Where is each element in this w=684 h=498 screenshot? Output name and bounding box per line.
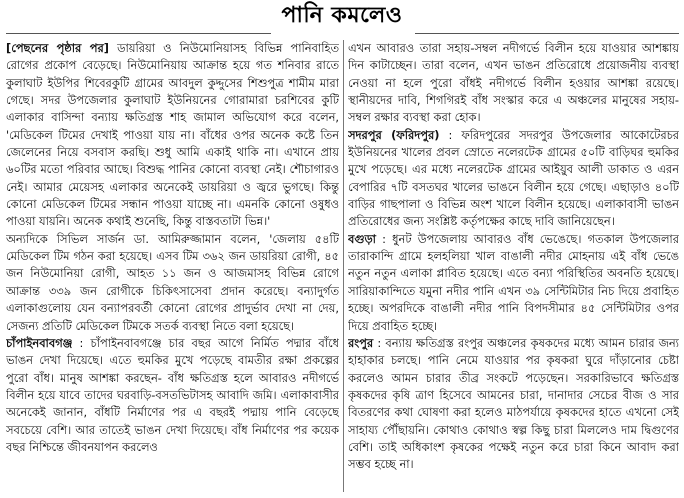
paragraph-text: : চাঁপাইনবাবগঞ্জে চার বছর আগে নির্মিত পদ্মার বাঁধে ভাঙন দেখা দিয়েছে। এতে হুমকির মুখে পড়েছে বামতীর রক্ষা প্রকল্পের পুরো বাঁধ। মানুষ আশঙ্কা করছেন- বাঁধ ক্ষতিগ্রস্ত হলে আবারও নদীগর্ভে বিলীন হয়ে যাবে তাদের ঘরবাড়ি-বসতভিটাসহ আবাদি জমি। এলাকাবাসীর অনেকেই জানান, বাঁধটি নির্মাণের পর এ বছরই পদ্মায় পানি বেড়েছে সবচেয়ে বেশি। আর তাতেই ভাঙন দেখা দিয়েছে। বাঁধ নির্মাণের পর কয়েক বছর নিশ্চিন্তে জীবনযাপন করলেও (6, 335, 339, 454)
continuation-marker: [পেছনের পৃষ্ঠার পর] (6, 41, 109, 55)
paragraph-text: অন্যদিকে সিভিল সার্জন ডা. আমিরুজ্জামান বলেন, 'জেলায় ৫৪টি মেডিকেল টিম গঠন করা হয়েছে। এসব টিম ৩৬২ জন ডায়রিয়া রোগী, ৪৫ জন নিউমোনিয়া রোগী, আহত ১১ জন ও আজমাসহ বিভিন্ন রোগে আক্রান্ত ৩৩৯ জন রোগীকে চিকিৎসাসেবা প্রদান করেছে। বন্যাদুর্গত এলাকাগুলোয় যেন বন্যাপরবর্তী কোনো রোগের প্রাদুর্ভাব দেখা না দেয়, সেজন্য প্রতিটি মেডিকেল টিমকে সতর্ক ব্যবস্থা নিতে বলা হয়েছে। (6, 231, 339, 333)
paragraph-continuation (6, 40, 339, 231)
paragraph-text: : ধুনট উপজেলায় আবারও বাঁধ ভেঙেছে। গতকাল উপজেলার তারাকান্দি গ্রামে হলহলিয়া খাল বাঙালী নদীর মোহনায় এই বাঁধ ভেঙে নতুন নতুন এলাকা প্লাবিত হয়েছে। এতে বন্যা পরিস্থিতির অবনতি হয়েছে। সারিয়াকান্দিতে যমুনা নদীর পানি এখন ৩৯ সেন্টিমিটার নিচ দিয়ে প্রবাহিত হচ্ছে। অপরদিকে বাঙালী নদীর পানি বিপদসীমার ৪৫ সেন্টিমিটার ওপর দিয়ে প্রবাহিত হচ্ছে। (348, 231, 679, 333)
dateline: বগুড়া (348, 231, 376, 246)
paragraph-continued (348, 40, 679, 127)
paragraph-civil-surgeon (6, 231, 339, 335)
paragraph-rangpur (348, 335, 679, 474)
right-column (348, 40, 679, 492)
paragraph-text: : ফরিদপুরের সদরপুর উপজেলার আকোটেরচর ইউনিয়নের খালের প্রবল স্রোতে নলেরটেক গ্রামের ৫০টি বাড়িঘর হুমকির মুখে পড়েছে। এর মধ্যে নলেরটেক গ্রামের আইয়ুব আলী ডাকাত ও এরন বেপারির ৭টি বসতঘর খালের ভাঙনে বিলীন হয়ে গেছে। এছাড়াও ৪০টি বাড়ির গাছপালা ও বিভিন্ন অংশ খালে বিলীন হয়েছে। এলাকাবাসী ভাঙন প্রতিরোধের জন্য সংশ্লিষ্ট কর্তৃপক্ষের কাছে দাবি জানিয়েছেন। (348, 127, 679, 229)
left-column (6, 40, 339, 492)
paragraph-text: ডায়রিয়া ও নিউমোনিয়াসহ বিভিন্ন পানিবাহিত রোগের প্রকোপ বেড়েছে। নিউমোনিয়ায় আক্রান্ত হয়ে গত শনিবার রাতে কুলাঘাট ইউপির শিবেরকুটি গ্রামের আবদুল কুদ্দুসের শিশুপুত্র শামীম মারা গেছে। সদর উপজেলার কুলাঘাট ইউনিয়নের গোরামারা চরশিবের কুটি এলাকার বাসিন্দা বন্যায় ক্ষতিগ্রস্ত শাহ জামাল অভিযোগ করে বলেন, 'মেডিকেল টিমের দেখাই পাওয়া যায় না। বাঁধের ওপর অনেক কষ্টে তিন জেলেনের নিয়ে বসবাস করছি। শুধু আমি একাই থাকি না। এখানে প্রায় ৬০টির মতো পরিবার আছে। বিশুদ্ধ পানির কোনো ব্যবস্থা নেই। শৌচাগারও নেই। আমার মেয়েসহ এলাকার অনেকেই ডায়রিয়া ও জ্বরে ভুগছে। কিন্তু কোনো মেডিকেল টিমের সন্ধান পাওয়া যাচ্ছে না। এমনকি কোনো ওষুধও পাওয়া যায়নি। অনেক কথাই শুনেছি, কিন্তু বাস্তবতাটা ভিন্ন।' (6, 41, 339, 229)
paragraph-text: : বন্যায় ক্ষতিগ্রস্ত রংপুর অঞ্চলের কৃষকদের মধ্যে আমন চারার জন্য হাহাকার চলছে। পানি নেমে যাওয়ার পর কৃষকরা ঘুরে দাঁড়ানোর চেষ্টা করলেও আমন চারার তীব্র সংকটে পড়েছেন। সরকারিভাবে ক্ষতিগ্রস্ত কৃষকদের কৃষি ত্রাণ হিসেবে আমনের চারা, দানাদার সেচের বীজ ও সার বিতরণের কথা ঘোষণা করা হলেও মাঠপর্যায়ে কৃষকদের হাতে এখনো সেই সাহায্য পৌঁছায়নি। কোথাও কোথাও স্বল্প কিছু চারা মিললেও দাম দ্বিগুণের বেশি। তাই অধিকাংশ কৃষকের পক্ষেই নতুন করে চারা কিনে আবাদ করা সম্ভব হচ্ছে না। (348, 335, 679, 472)
headline-band (0, 0, 684, 34)
paragraph-bogura (348, 231, 679, 335)
column-divider (343, 40, 344, 492)
paragraph-chapainawabganj (6, 335, 339, 456)
paragraph-text: এখন আবারও তারা সহায়-সম্বল নদীগর্ভে বিলীন হয়ে যাওয়ার আশঙ্কায় দিন কাটাচ্ছেন। তারা বলেন, এখন ভাঙন প্রতিরোধে প্রয়োজনীয় ব্যবস্থা নেওয়া না হলে পুরো বাঁধই নদীগর্ভে বিলীন হওয়ার আশঙ্কা রয়েছে। স্থানীয়দের দাবি, শিগগিরই বাঁধ সংস্কার করে এ অঞ্চলের মানুষের সহায়-সম্বল রক্ষার ব্যবস্থা করা হোক। (348, 41, 679, 125)
dateline: সদরপুর (ফরিদপুর) (348, 127, 440, 142)
paragraph-sadarpur (348, 127, 679, 231)
dateline: চাঁপাইনবাবগঞ্জ (6, 335, 73, 350)
dateline: রংপুর (348, 335, 374, 350)
article-headline: পানি কমলেও (281, 2, 403, 28)
